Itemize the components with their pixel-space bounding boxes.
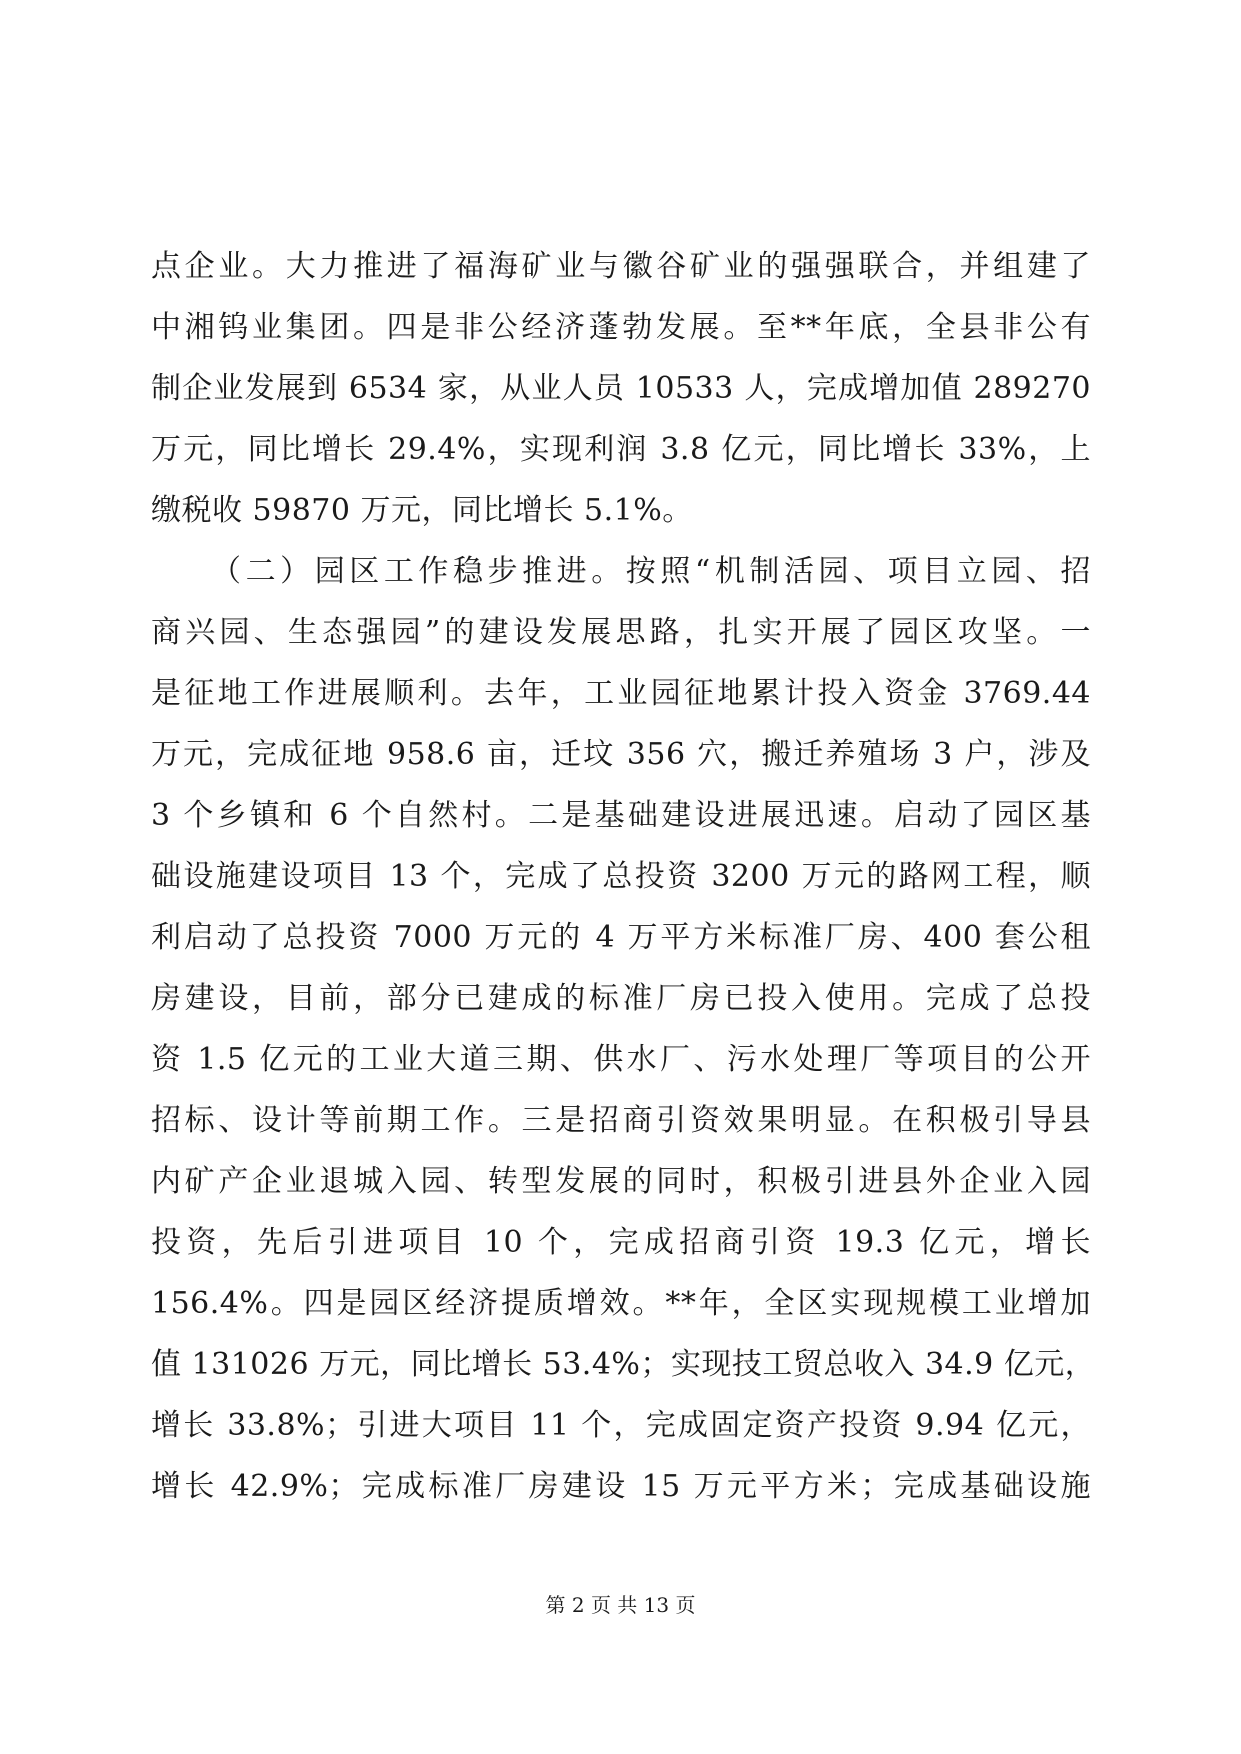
text-line-21: 增长 42.9%；完成标准厂房建设 15 万元平方米；完成基础设施 (151, 1469, 1091, 1504)
body-text (151, 236, 1096, 1517)
text-line-9: 万元，完成征地 958.6 亩，迁坟 356 穴，搬迁养殖场 3 户，涉及 (151, 737, 1091, 772)
text-line-7: 商兴园、生态强园”的建设发展思路，扎实开展了园区攻坚。一 (151, 615, 1091, 650)
page-number-footer: 第 2 页 共 13 页 (545, 1593, 696, 1617)
text-line-5: 缴税收 59870 万元，同比增长 5.1%。 (151, 493, 693, 528)
text-line-3: 制企业发展到 6534 家，从业人员 10533 人，完成增加值 289270 (151, 371, 1091, 406)
text-line-8: 是征地工作进展顺利。去年，工业园征地累计投入资金 3769.44 (151, 676, 1091, 711)
text-line-4: 万元，同比增长 29.4%，实现利润 3.8 亿元，同比增长 33%，上 (151, 432, 1091, 467)
text-line-2: 中湘钨业集团。四是非公经济蓬勃发展。至**年底，全县非公有 (151, 310, 1091, 345)
text-line-18: 156.4%。四是园区经济提质增效。**年，全区实现规模工业增加 (151, 1286, 1091, 1321)
text-line-6: （二）园区工作稳步推进。按照“机制活园、项目立园、招 (211, 554, 1091, 589)
text-line-11: 础设施建设项目 13 个，完成了总投资 3200 万元的路网工程，顺 (151, 859, 1091, 894)
text-line-19: 值 131026 万元，同比增长 53.4%；实现技工贸总收入 34.9 亿元， (151, 1347, 1096, 1382)
text-line-1: 点企业。大力推进了福海矿业与徽谷矿业的强强联合，并组建了 (151, 249, 1091, 284)
text-line-17: 投资，先后引进项目 10 个，完成招商引资 19.3 亿元，增长 (151, 1225, 1091, 1260)
text-line-20: 增长 33.8%；引进大项目 11 个，完成固定资产投资 9.94 亿元， (151, 1408, 1091, 1443)
text-line-10: 3 个乡镇和 6 个自然村。二是基础建设进展迅速。启动了园区基 (151, 798, 1091, 833)
text-line-13: 房建设，目前，部分已建成的标准厂房已投入使用。完成了总投 (151, 981, 1091, 1016)
text-line-15: 招标、设计等前期工作。三是招商引资效果明显。在积极引导县 (151, 1103, 1091, 1138)
text-line-16: 内矿产企业退城入园、转型发展的同时，积极引进县外企业入园 (151, 1164, 1091, 1199)
text-line-12: 利启动了总投资 7000 万元的 4 万平方米标准厂房、400 套公租 (151, 920, 1091, 955)
text-line-14: 资 1.5 亿元的工业大道三期、供水厂、污水处理厂等项目的公开 (151, 1042, 1091, 1077)
